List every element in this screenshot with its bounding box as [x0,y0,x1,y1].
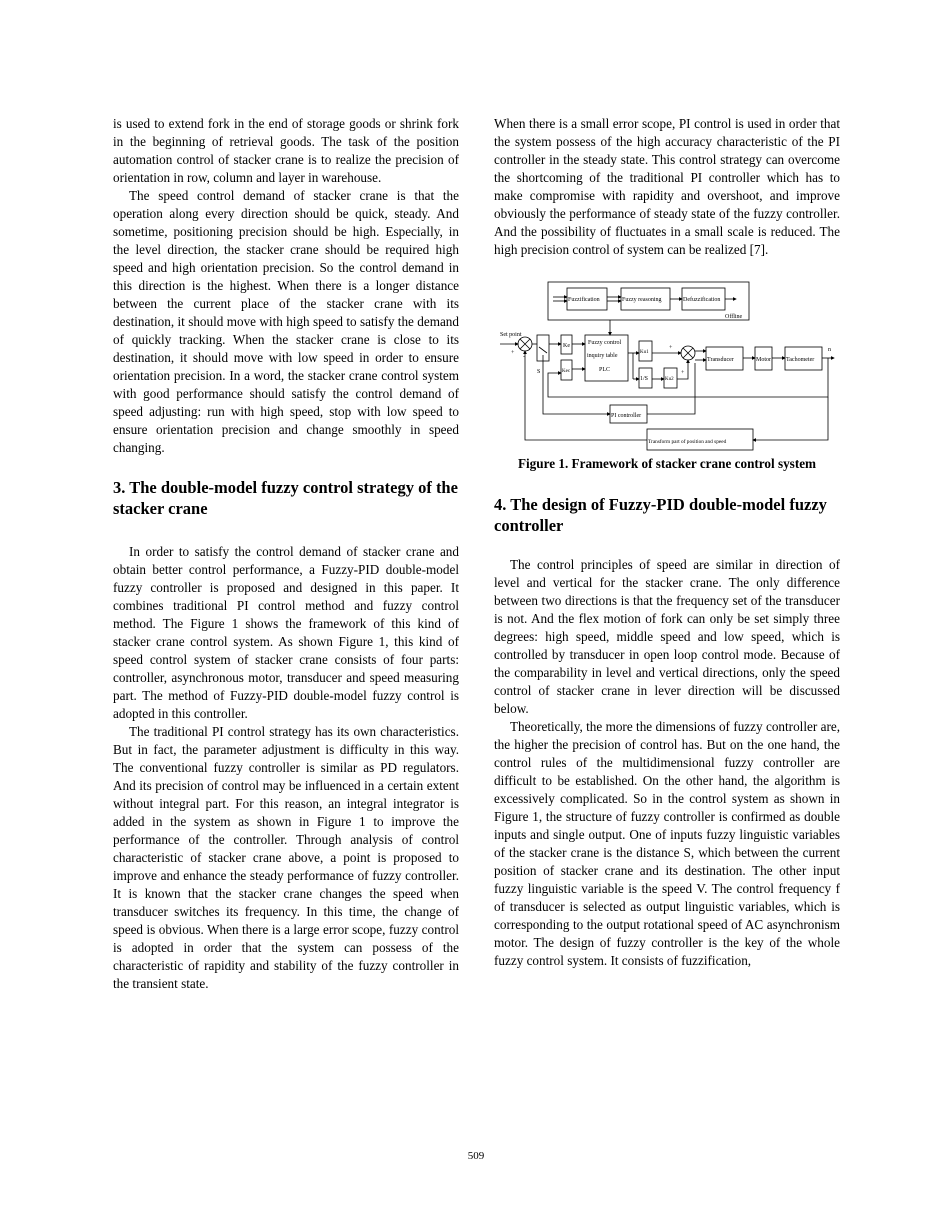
svg-text:S: S [537,369,541,375]
svg-text:Fuzzy reasoning: Fuzzy reasoning [622,297,662,303]
svg-text:Motor: Motor [756,357,771,363]
svg-text:PLC: PLC [599,367,611,373]
paragraph: Theoretically, the more the dimensions of fuzzy controller are, the higher the precision of control has. But on the one hand, the control rules of the multidimensional fuzzy controller are difficult to be established. On the other hand, the algorithm is excessively complicated. So in the control system as shown in Figure 1, the structure of fuzzy controller is confirmed as double inputs and single output. One of inputs fuzzy linguistic variables of the stacker crane is the distance S, which between the current position of stacker crane and its destination. The other input fuzzy linguistic variable is the speed V. The control frequency f of transducer is selected as output linguistic variables, which is corresponding to the output rotational speed of AC asynchronism motor. The design of fuzzy controller is the key of the whole fuzzy control system. It consists of fuzzification, [494,719,840,968]
svg-text:+: + [511,350,515,356]
svg-text:Ke: Ke [563,343,570,349]
svg-text:Kec: Kec [562,369,571,374]
figure-caption: Figure 1. Framework of stacker crane control system [517,456,817,471]
left-column [113,115,459,993]
svg-text:Defuzzification: Defuzzification [683,297,721,303]
svg-text:PI controller: PI controller [611,413,642,419]
svg-text:Transducer: Transducer [707,357,734,363]
section-heading-4: 4. The design of Fuzzy-PID double-model fuzzy controller [494,495,827,535]
paragraph: is used to extend fork in the end of storage goods or shrink fork in the beginning of retrieval goods. The task of the position automation control of stacker crane is to realize the precision of orientation in row, column and layer in warehouse. [113,116,459,185]
paragraph: The control principles of speed are similar in direction of level and vertical for the stacker crane. The only difference between two directions is that the frequency set of the transducer is not. And the flex motion of fork can only be set simply three degrees: high speed, middle speed and low speed, which is controlled by transducer in open loop control mode. Because of the comparability in level and vertical directions, only the speed control of stacker crane in lever direction will be discussed below. [494,557,840,716]
svg-text:inquiry table: inquiry table [587,353,618,359]
figure-1-diagram [495,273,840,453]
svg-text:Ku2: Ku2 [665,377,674,382]
right-column [494,115,840,970]
svg-text:Ku1: Ku1 [640,350,649,355]
svg-text:n: n [828,347,831,353]
svg-text:+: + [669,345,673,351]
svg-text:Transform part of position and: Transform part of position and speed [648,439,727,445]
svg-text:1/S: 1/S [640,376,649,382]
paragraph: The speed control demand of stacker crane is that the operation along every direction should be quick, steady. And sometime, positioning precision should be high. Especially, in the level direction, the stacker crane should be required high speed and high orientation precision. So the control demand in this direction is the highest. When there is a longer distance between the current place of the stacker crane with its destination, it should move with high speed to satisfy the demand of quickly tracking. When the stacker crane is close to its destination, it should move with low speed in order to ensure orientation precision. In a word, the stacker crane control system with good performance should satisfy the control demand of speed adjusting: run with high speed, stop with low speed to ensure orientation precision and change smoothly in speed changing. [113,188,459,455]
paragraph: When there is a small error scope, PI control is used in order that the system possess of the high accuracy characteristic of the PI controller in the steady state. This control strategy can overcome the shortcoming of the traditional PI controller which has to make compromise with rapidity and overshoot, and improve obviously the performance of steady state of the fuzzy controller. And the possibility of fluctuates in a small scale is reduced. The high precision control of system can be realized [7]. [494,116,840,257]
svg-text:Offline: Offline [725,314,743,320]
svg-text:Fuzzification: Fuzzification [568,297,600,303]
svg-text:-: - [523,354,525,360]
page-number: 509 [467,1150,485,1162]
svg-text:Fuzzy control: Fuzzy control [588,340,622,346]
svg-text:Tachometer: Tachometer [786,357,815,363]
svg-text:Set point: Set point [500,332,522,338]
paragraph: The traditional PI control strategy has its own characteristics. But in fact, the parameter adjustment is difficulty in this way. The conventional fuzzy controller is similar as PD regulators. And its precision of control may be influenced in a certain extent without integral part. For this reason, an integral integrator is added in the system as shown in Figure 1 to improve the performance of the controller. Through analysis of control characteristic of stacker crane above, a point is proposed to improve and enhance the steady performance of fuzzy controller. It is known that the stacker crane changes the speed when transducer switches its frequency. In this time, the change of speed is obvious. When there is a large error scope, fuzzy control is adopted in order that the system can possess of the characteristic of rapidity and stability of the fuzzy controller in the transient state. [113,724,459,991]
paragraph: In order to satisfy the control demand of stacker crane and obtain better control performance, a Fuzzy-PID double-model fuzzy controller is proposed and designed in this paper. It combines traditional PI control method and fuzzy control method. The Figure 1 shows the framework of this kind of stacker crane control system. As shown Figure 1, this kind of speed control system of stacker crane consists of four parts: controller, asynchronous motor, transducer and speed measuring part. The method of Fuzzy-PID double-model fuzzy control is adopted in this controller. [113,544,459,721]
svg-text:+: + [681,370,685,376]
section-heading-3: 3. The double-model fuzzy control strategy of the stacker crane [113,478,458,518]
